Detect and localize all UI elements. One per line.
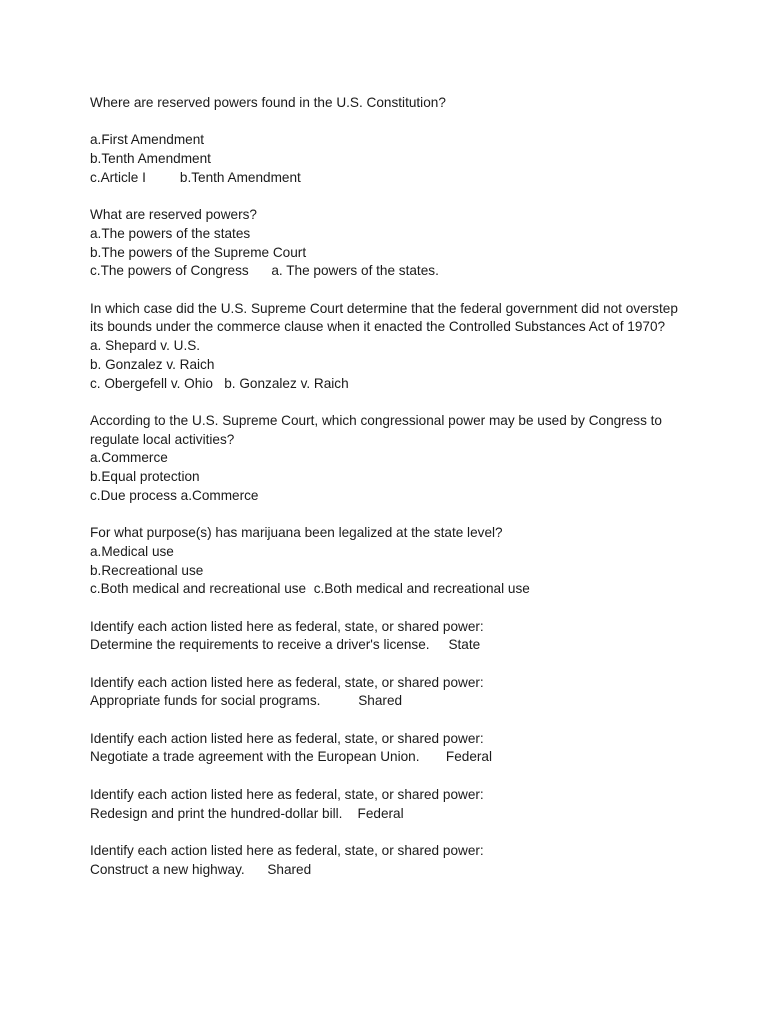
option-c-with-answer bbox=[90, 375, 690, 394]
option-c: c. Obergefell v. Ohio bbox=[90, 375, 213, 391]
answer-spacer bbox=[430, 637, 449, 652]
answer-text: Federal bbox=[445, 749, 493, 765]
identify-block bbox=[90, 674, 690, 711]
question-text: According to the U.S. Supreme Court, which congressional power may be used by Congress to regulate local activities? bbox=[90, 412, 662, 447]
action-with-answer bbox=[90, 805, 690, 824]
action-text: Determine the requirements to receive a driver's license. bbox=[90, 637, 430, 653]
question-block bbox=[90, 206, 690, 281]
option-c-with-answer bbox=[90, 262, 690, 281]
identify-block bbox=[90, 730, 690, 767]
action-with-answer bbox=[90, 636, 690, 655]
option-a: a.The powers of the states bbox=[90, 225, 251, 241]
option-b: b.Equal protection bbox=[90, 469, 200, 484]
question-text: What are reserved powers? bbox=[90, 207, 257, 223]
option-a: a. Shepard v. U.S. bbox=[90, 338, 201, 354]
option-b: b.Tenth Amendment bbox=[90, 151, 211, 167]
option-b: b.Recreational use bbox=[90, 562, 204, 578]
option-b: b. Gonzalez v. Raich bbox=[90, 356, 215, 372]
question-text: Where are reserved powers found in the U.S. Constitution? bbox=[90, 95, 446, 110]
action-with-answer bbox=[90, 861, 690, 880]
option-a: a.First Amendment bbox=[90, 132, 205, 148]
answer-text: State bbox=[448, 637, 481, 653]
option-b: b.The powers of the Supreme Court bbox=[90, 244, 307, 260]
answer-spacer bbox=[342, 806, 357, 821]
question-block bbox=[90, 412, 690, 506]
answer-text: Shared bbox=[267, 861, 312, 877]
answer-spacer bbox=[245, 862, 268, 877]
answer-spacer bbox=[320, 693, 358, 708]
question-block bbox=[90, 524, 690, 599]
question-block bbox=[90, 300, 690, 394]
option-a: a.Medical use bbox=[90, 543, 174, 559]
document-body bbox=[90, 94, 690, 879]
action-text: Redesign and print the hundred-dollar bill. bbox=[90, 805, 343, 821]
answer-spacer bbox=[146, 170, 180, 185]
identify-prompt: Identify each action listed here as federal, state, or shared power: bbox=[90, 786, 484, 802]
answer-text: Federal bbox=[357, 805, 404, 821]
action-text: Appropriate funds for social programs. bbox=[90, 693, 321, 709]
action-text: Negotiate a trade agreement with the European Union. bbox=[90, 749, 420, 765]
answer-spacer bbox=[419, 749, 445, 764]
question-block bbox=[90, 94, 690, 188]
option-c-with-answer bbox=[90, 169, 690, 188]
question-text: For what purpose(s) has marijuana been legalized at the state level? bbox=[90, 525, 503, 541]
identify-block bbox=[90, 618, 690, 655]
identify-prompt: Identify each action listed here as federal, state, or shared power: bbox=[90, 730, 484, 746]
question-text: In which case did the U.S. Supreme Court determine that the federal government did not overstep its bounds under the commerce clause when it enacted the Controlled Substances Act of 1970? bbox=[90, 300, 678, 335]
identify-block bbox=[90, 786, 690, 823]
answer-text: a.Commerce bbox=[180, 487, 259, 503]
action-text: Construct a new highway. bbox=[90, 861, 245, 877]
identify-prompt: Identify each action listed here as federal, state, or shared power: bbox=[90, 842, 484, 858]
answer-text: c.Both medical and recreational use bbox=[313, 581, 530, 597]
answer-text: a. The powers of the states. bbox=[271, 263, 439, 279]
answer-spacer bbox=[249, 263, 272, 278]
option-c: c.Article I bbox=[90, 169, 146, 185]
action-with-answer bbox=[90, 748, 690, 767]
answer-text: b.Tenth Amendment bbox=[179, 169, 301, 185]
identify-prompt: Identify each action listed here as federal, state, or shared power: bbox=[90, 618, 484, 634]
answer-text: Shared bbox=[358, 693, 403, 709]
option-a: a.Commerce bbox=[90, 450, 168, 466]
option-c-with-answer bbox=[90, 580, 690, 599]
answer-text: b. Gonzalez v. Raich bbox=[224, 375, 349, 391]
identify-prompt: Identify each action listed here as federal, state, or shared power: bbox=[90, 674, 484, 690]
option-c: c.The powers of Congress bbox=[90, 263, 249, 279]
option-c: c.Both medical and recreational use bbox=[90, 581, 307, 597]
action-with-answer bbox=[90, 692, 690, 711]
answer-spacer bbox=[213, 376, 224, 391]
identify-block bbox=[90, 842, 690, 879]
option-c-with-answer bbox=[90, 487, 690, 506]
answer-spacer bbox=[306, 581, 314, 596]
option-c: c.Due process bbox=[90, 487, 177, 503]
